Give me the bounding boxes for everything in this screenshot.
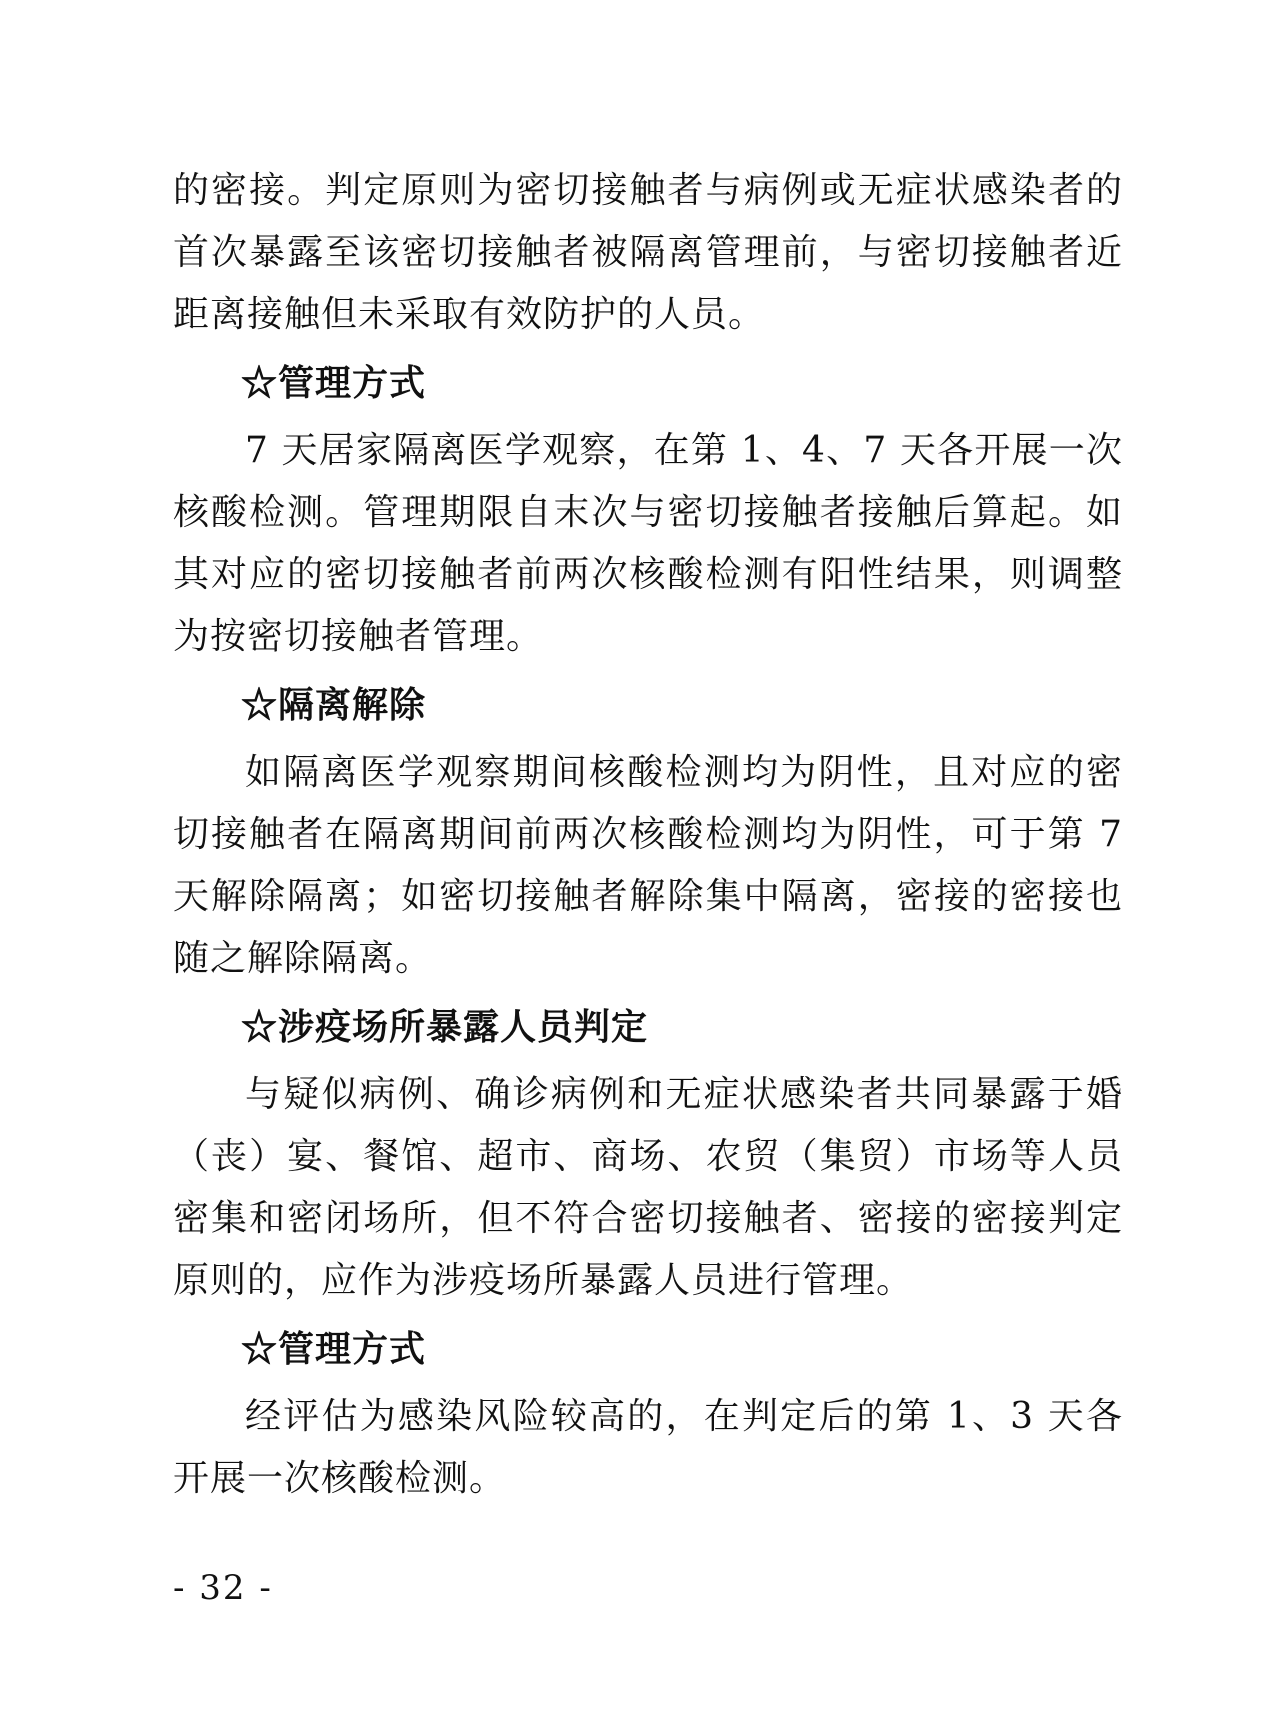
heading-management-method: ☆管理方式	[241, 362, 427, 404]
heading-management-method-2: ☆管理方式	[241, 1328, 427, 1370]
paragraph-exposure-determination: 与疑似病例、确诊病例和无症状感染者共同暴露于婚（丧）宴、餐馆、超市、商场、农贸（集贸）市场等人员密集和密闭场所，但不符合密切接触者、密接的密接判定原则的，应作为涉疫场所暴露人员进行管理。	[173, 1074, 1123, 1301]
paragraph-isolation-release: 如隔离医学观察期间核酸检测均为阴性，且对应的密切接触者在隔离期间前两次核酸检测均为阴性，可于第 7 天解除隔离；如密切接触者解除集中隔离，密接的密接也随之解除隔离。	[173, 752, 1123, 979]
page-number: - 32 -	[173, 1568, 273, 1608]
paragraph-home-isolation: 7 天居家隔离医学观察，在第 1、4、7 天各开展一次核酸检测。管理期限自末次与密切接触者接触后算起。如其对应的密切接触者前两次核酸检测有阳性结果，则调整为按密切接触者管理。	[173, 430, 1123, 657]
document-body	[173, 160, 1123, 1516]
heading-exposure-determination: ☆涉疫场所暴露人员判定	[241, 1006, 649, 1048]
paragraph-close-contact-definition: 的密接。判定原则为密切接触者与病例或无症状感染者的首次暴露至该密切接触者被隔离管理前，与密切接触者近距离接触但未采取有效防护的人员。	[173, 170, 1123, 335]
heading-isolation-release: ☆隔离解除	[241, 684, 427, 726]
paragraph-nucleic-testing: 经评估为感染风险较高的，在判定后的第 1、3 天各开展一次核酸检测。	[173, 1396, 1123, 1499]
